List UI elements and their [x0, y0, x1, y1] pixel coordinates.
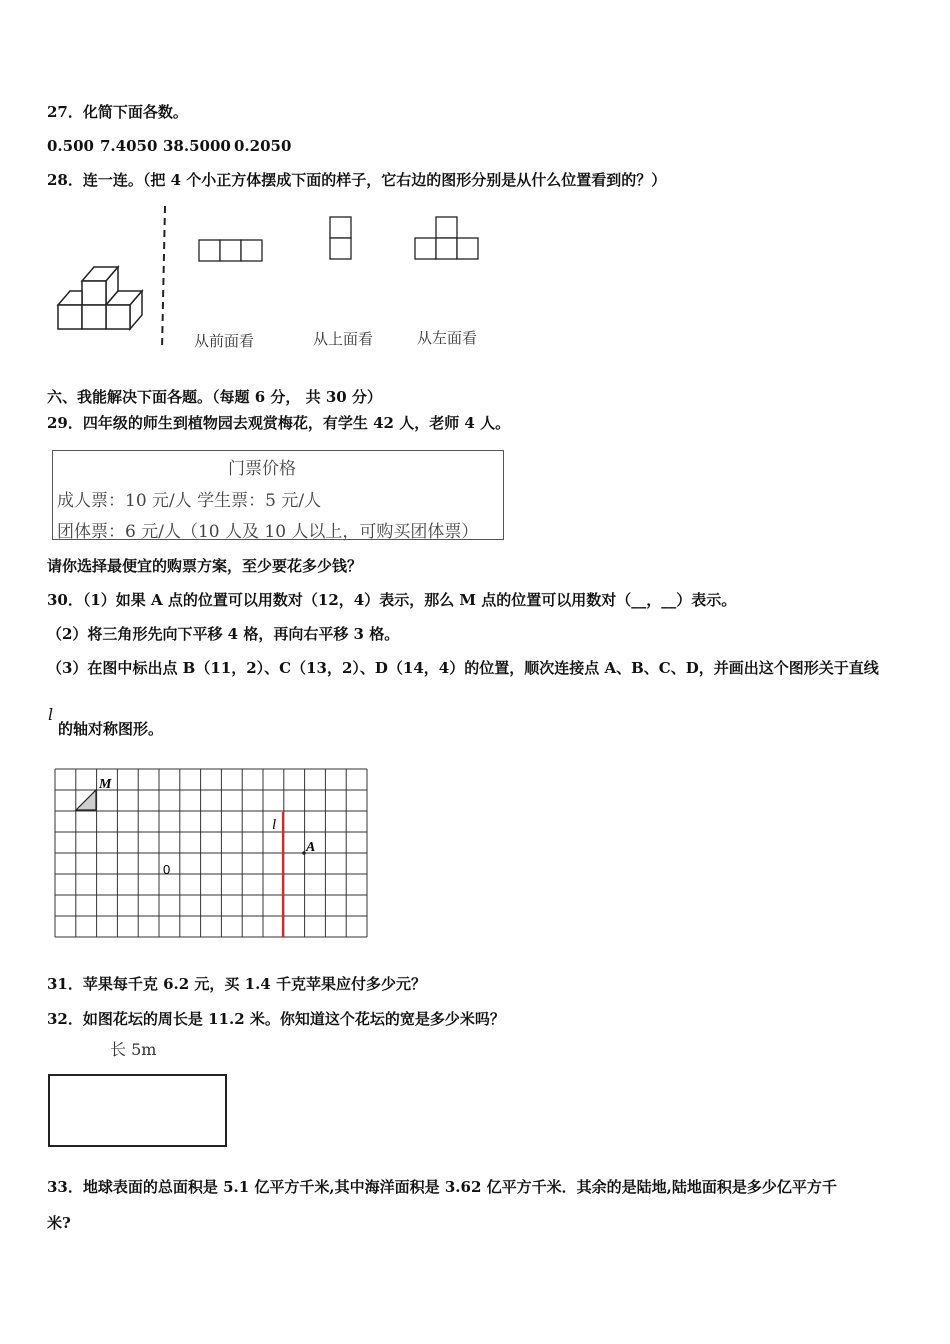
q30-part3-cont: 的轴对称图形。: [58, 720, 164, 738]
q33-line2: 米?: [47, 1214, 71, 1232]
flower-bed-rectangle: [48, 1074, 227, 1147]
ticket-price-table: [52, 450, 504, 540]
ticket-row-group: 团体票：6 元/人（10 人及 10 人以上，可购买团体票）: [57, 522, 479, 542]
top-view-shape: [330, 217, 351, 259]
q30-part1: 30．（1）如果 A 点的位置可以用数对（12，4）表示，那么 M 点的位置可以用数对（__，__）表示。: [47, 591, 737, 609]
view-label-front: 从前面看: [194, 332, 255, 350]
view-label-left: 从左面看: [417, 329, 478, 347]
q29-question: 请你选择最便宜的购票方案，至少要花多少钱？: [47, 557, 363, 575]
left-view-shape: [415, 217, 478, 259]
dashed-divider: [162, 206, 165, 350]
q27-number: 0.500: [47, 137, 94, 155]
shaded-triangle: [76, 790, 96, 810]
line-l-symbol: l: [48, 705, 54, 724]
q27-number: 38.5000: [163, 137, 231, 155]
ticket-heading: 门票价格: [228, 459, 296, 479]
q33-line1: 33．地球表面的总面积是 5.1 亿平方千米,其中海洋面积是 3.62 亿平方千米．其余的是陆地,陆地面积是多少亿平方千: [47, 1178, 837, 1196]
section-heading: 六、我能解决下面各题。（每题 6 分， 共 30 分）: [47, 388, 382, 406]
label-m: M: [99, 777, 112, 792]
label-l: l: [272, 817, 277, 833]
coordinate-grid: [50, 764, 374, 942]
q32-title: 32．如图花坛的周长是 11.2 米。你知道这个花坛的宽是多少米吗？: [47, 1010, 505, 1028]
label-a: A: [306, 840, 316, 855]
ticket-row-individual: 成人票：10 元/人 学生票：5 元/人: [57, 491, 322, 511]
q31-title: 31．苹果每千克 6.2 元，买 1.4 千克苹果应付多少元？: [47, 975, 426, 993]
length-label: 长 5m: [110, 1040, 157, 1059]
q30-part3: （3）在图中标出点 B（11，2）、C（13，2）、D（14，4）的位置，顺次连接点 A、B、C、D，并画出这个图形关于直线: [47, 659, 879, 677]
q27-title: 27．化简下面各数。: [47, 103, 188, 121]
cube-stack-illustration: [58, 267, 142, 329]
q30-part2: （2）将三角形先向下平移 4 格，再向右平移 3 格。: [47, 625, 400, 643]
q27-number: 0.2050: [234, 137, 292, 155]
view-label-top: 从上面看: [313, 330, 374, 348]
q28-title: 28．连一连。（把 4 个小正方体摆成下面的样子，它右边的图形分别是从什么位置看到的？）: [47, 171, 667, 189]
front-view-shape: [199, 240, 262, 261]
label-o: 0: [163, 862, 171, 877]
q27-number: 7.4050: [100, 137, 158, 155]
q29-title: 29．四年级的师生到植物园去观赏梅花，有学生 42 人，老师 4 人。: [47, 414, 511, 432]
